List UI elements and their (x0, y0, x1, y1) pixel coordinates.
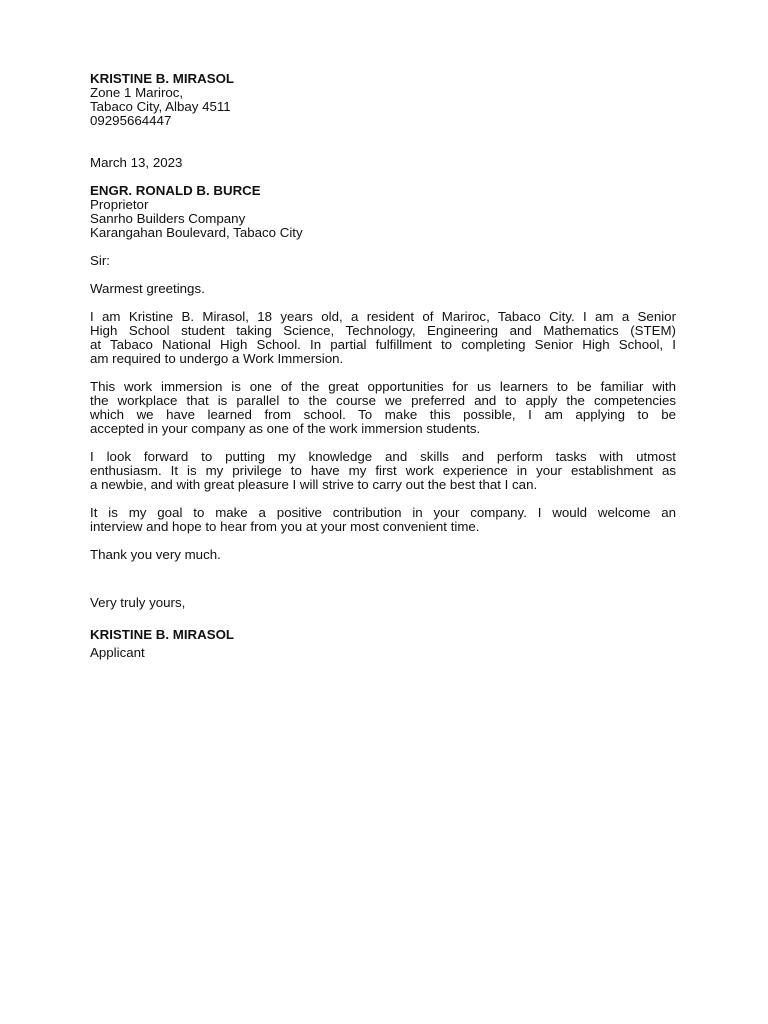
letter-page (90, 72, 676, 660)
recipient-company: Sanrho Builders Company (90, 211, 246, 226)
body-paragraph-4 (90, 506, 676, 534)
sender-phone: 09295664447 (90, 113, 172, 128)
paragraph-line: interview and hope to hear from you at your most convenient time. (90, 519, 480, 534)
signature-block (90, 628, 676, 660)
letter-date: March 13, 2023 (90, 155, 183, 170)
recipient-name: ENGR. RONALD B. BURCE (90, 183, 261, 198)
body-paragraph-3 (90, 450, 676, 492)
paragraph-line: at Tabaco National High School. In partial fulfillment to completing Senior High School, I (90, 337, 676, 352)
recipient-block (90, 184, 676, 240)
salutation (90, 254, 676, 268)
paragraph-line: I am Kristine B. Mirasol, 18 years old, a resident of Mariroc, Tabaco City. I am a Senior (90, 309, 676, 324)
sender-address-line2: Tabaco City, Albay 4511 (90, 99, 231, 114)
greeting-text: Warmest greetings. (90, 281, 205, 296)
signature-name: KRISTINE B. MIRASOL (90, 627, 235, 642)
recipient-address: Karangahan Boulevard, Tabaco City (90, 225, 303, 240)
paragraph-line: It is my goal to make a positive contribution in your company. I would welcome an (90, 505, 676, 520)
date-block (90, 156, 676, 170)
closing-text: Very truly yours, (90, 595, 186, 610)
paragraph-line: accepted in your company as one of the work immersion students. (90, 421, 481, 436)
paragraph-line: am required to undergo a Work Immersion. (90, 351, 344, 366)
paragraph-line: This work immersion is one of the great opportunities for us learners to be familiar with (90, 379, 676, 394)
paragraph-line: the workplace that is parallel to the course we preferred and to apply the competencies (90, 393, 676, 408)
body-paragraph-1 (90, 310, 676, 366)
paragraph-line: which we have learned from school. To make this possible, I am applying to be (90, 407, 676, 422)
closing (90, 596, 676, 610)
paragraph-line: enthusiasm. It is my privilege to have my first work experience in your establishment as (90, 463, 676, 478)
salutation-text: Sir: (90, 253, 110, 268)
thanks (90, 548, 676, 562)
greeting (90, 282, 676, 296)
signature-role: Applicant (90, 645, 145, 660)
thanks-text: Thank you very much. (90, 547, 221, 562)
paragraph-line: a newbie, and with great pleasure I will strive to carry out the best that I can. (90, 477, 538, 492)
paragraph-line: High School student taking Science, Technology, Engineering and Mathematics (STEM) (90, 323, 676, 338)
sender-name: KRISTINE B. MIRASOL (90, 71, 235, 86)
paragraph-line: I look forward to putting my knowledge and skills and perform tasks with utmost (90, 449, 676, 464)
body-paragraph-2 (90, 380, 676, 436)
sender-address-line1: Zone 1 Mariroc, (90, 85, 184, 100)
sender-block (90, 72, 676, 128)
recipient-title: Proprietor (90, 197, 149, 212)
